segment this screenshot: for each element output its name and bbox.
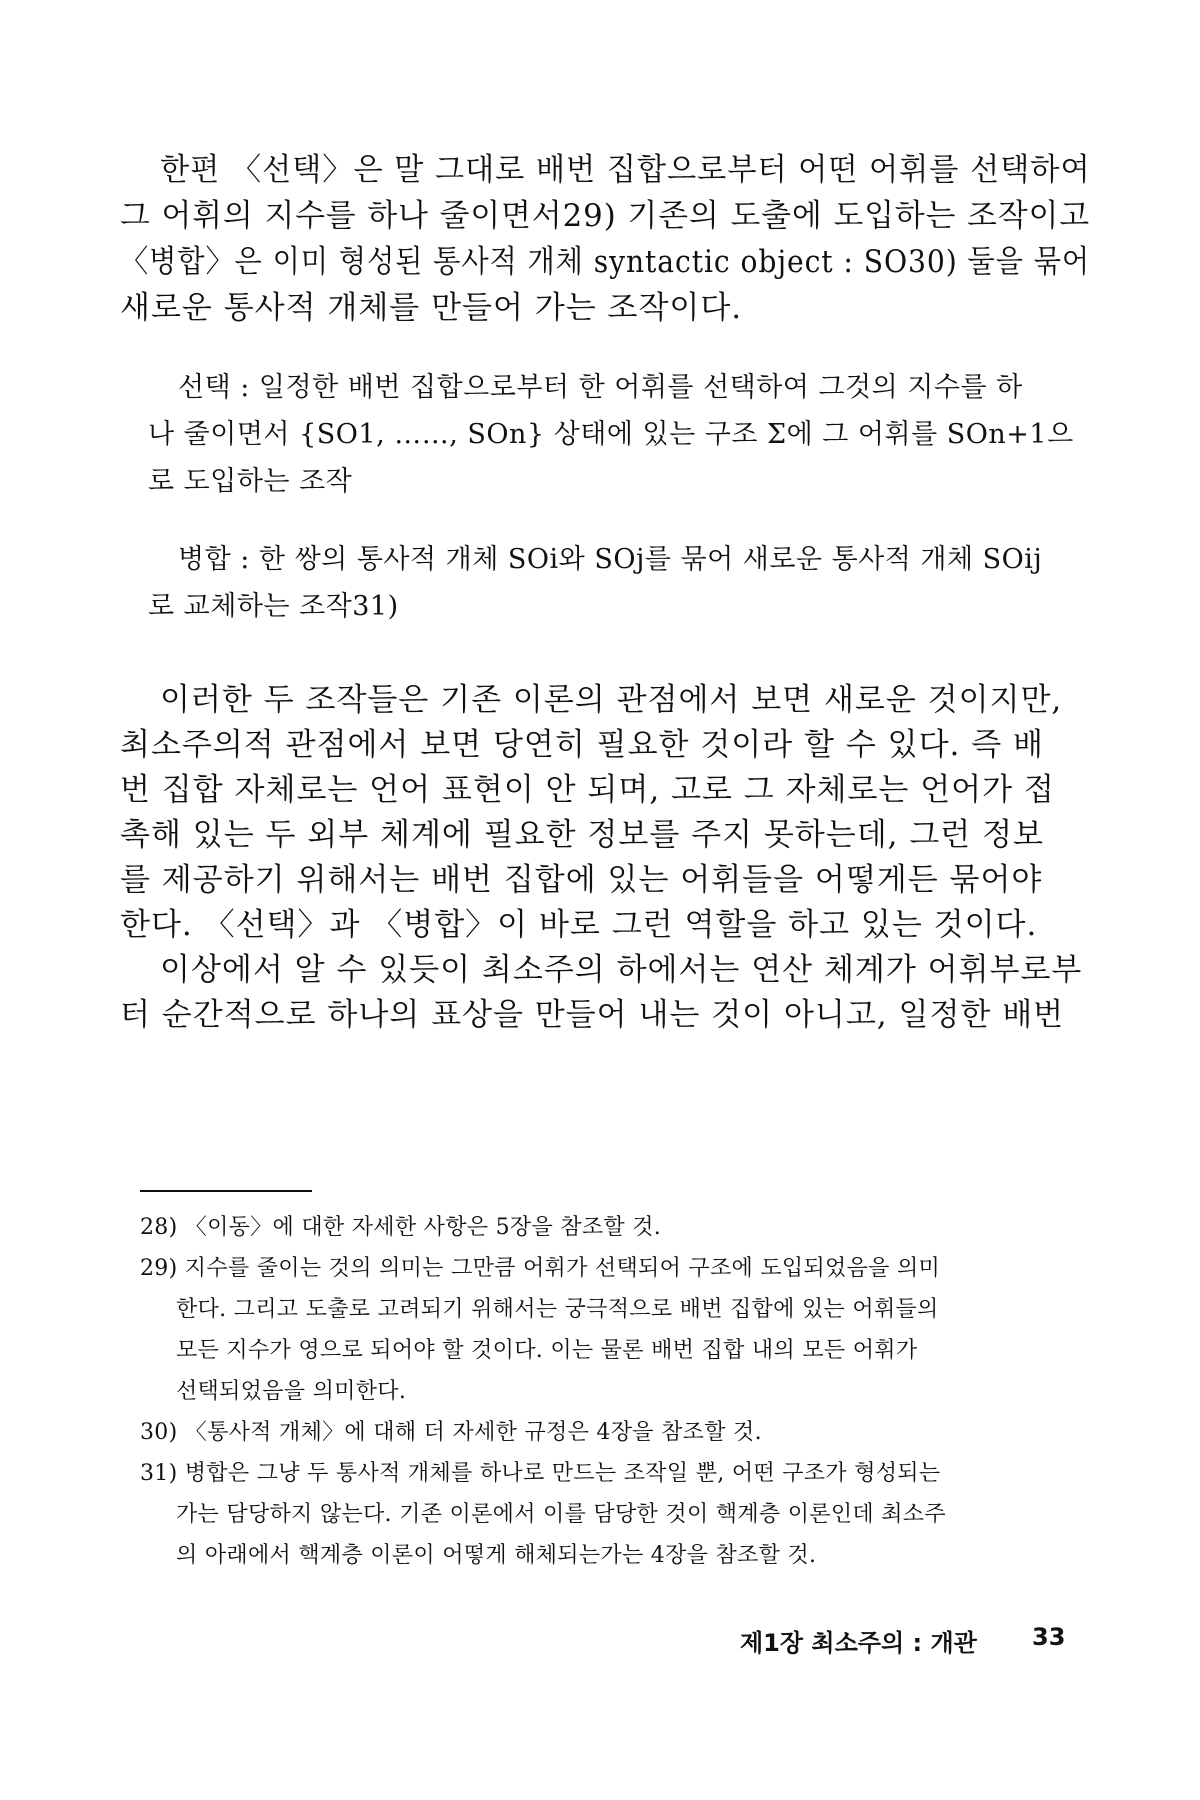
- footnote-line: 선택되었음을 의미한다.: [176, 1379, 407, 1404]
- footnote-line: 가는 담당하지 않는다. 기존 이론에서 이를 담당한 것이 핵계층 이론인데 최소주: [176, 1502, 946, 1527]
- body-line: 한편 〈선택〉은 말 그대로 배번 집합으로부터 어떤 어휘를 선택하여: [160, 152, 1091, 188]
- body-line: 한다. 〈선택〉과 〈병합〉이 바로 그런 역할을 하고 있는 것이다.: [120, 907, 1038, 943]
- body-line: 촉해 있는 두 외부 체계에 필요한 정보를 주지 못하는데, 그런 정보: [120, 817, 1044, 853]
- quote-line: 병합 : 한 쌍의 통사적 개체 SOi와 SOj를 묶어 새로운 통사적 개체 SOij: [178, 544, 1043, 575]
- quote-line: 선택 : 일정한 배번 집합으로부터 한 어휘를 선택하여 그것의 지수를 하: [178, 372, 1023, 403]
- body-line: 이러한 두 조작들은 기존 이론의 관점에서 보면 새로운 것이지만,: [160, 682, 1063, 718]
- running-head: 제1장 최소주의 : 개관: [740, 1629, 977, 1657]
- footnote-line: 31) 병합은 그냥 두 통사적 개체를 하나로 만드는 조작일 뿐, 어떤 구조가 형성되는: [140, 1461, 941, 1486]
- footnote-line: 한다. 그리고 도출로 고려되기 위해서는 궁극적으로 배번 집합에 있는 어휘들의: [176, 1297, 939, 1322]
- quote-line: 로 교체하는 조작31): [148, 591, 399, 622]
- footnote-line: 의 아래에서 핵계층 이론이 어떻게 해체되는가는 4장을 참조할 것.: [176, 1543, 817, 1568]
- quote-line: 나 줄이면서 {SO1, ……, SOn} 상태에 있는 구조 Σ에 그 어휘를 SOn+1으: [148, 419, 1074, 450]
- body-line: 그 어휘의 지수를 하나 줄이면서29) 기존의 도출에 도입하는 조작이고: [120, 198, 1091, 234]
- body-line: 새로운 통사적 개체를 만들어 가는 조작이다.: [120, 290, 743, 326]
- body-line: 터 순간적으로 하나의 표상을 만들어 내는 것이 아니고, 일정한 배번: [120, 997, 1065, 1033]
- body-line: 〈병합〉은 이미 형성된 통사적 개체 syntactic object : SO30) 둘을 묶어: [120, 244, 1091, 280]
- page-number: 33: [1032, 1623, 1066, 1651]
- footnote-line: 모든 지수가 영으로 되어야 할 것이다. 이는 물론 배번 집합 내의 모든 어휘가: [176, 1338, 918, 1363]
- footnote-separator: [140, 1190, 312, 1192]
- body-line: 이상에서 알 수 있듯이 최소주의 하에서는 연산 체계가 어휘부로부: [160, 952, 1083, 988]
- footnote-line: 28) 〈이동〉에 대한 자세한 사항은 5장을 참조할 것.: [140, 1215, 662, 1240]
- body-line: 를 제공하기 위해서는 배번 집합에 있는 어휘들을 어떻게든 묶어야: [120, 862, 1043, 898]
- quote-line: 로 도입하는 조작: [148, 466, 353, 497]
- footnote-line: 29) 지수를 줄이는 것의 의미는 그만큼 어휘가 선택되어 구조에 도입되었음을 의미: [140, 1256, 941, 1281]
- footnote-line: 30) 〈통사적 개체〉에 대해 더 자세한 규정은 4장을 참조할 것.: [140, 1420, 762, 1445]
- body-line: 번 집합 자체로는 언어 표현이 안 되며, 고로 그 자체로는 언어가 접: [120, 772, 1055, 808]
- body-line: 최소주의적 관점에서 보면 당연히 필요한 것이라 할 수 있다. 즉 배: [120, 727, 1044, 763]
